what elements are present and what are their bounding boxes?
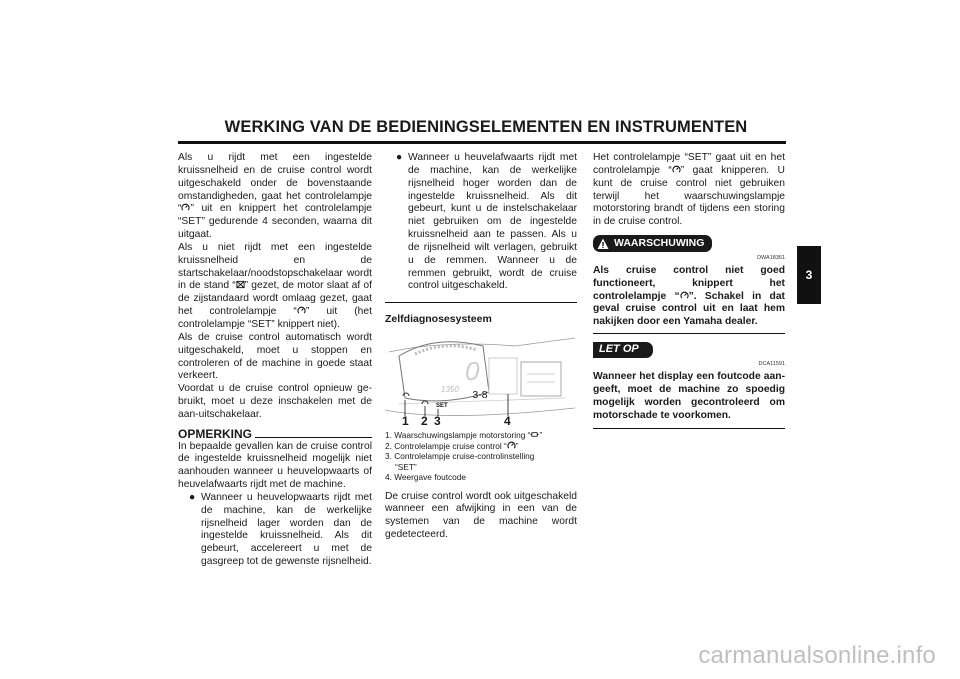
letop-label: LET OP bbox=[593, 342, 653, 358]
cruise-control-icon bbox=[680, 291, 689, 300]
text: Wanneer u heuvelafwaarts rijdt met de machine, kan de werkelijke rijsnelheid hoger worden dan de ingestelde kruissnelheid. Als dit gebeurt, kunt u de instelschakelaar niet gebruiken om de ingestelde kruissnelheid aan te passen. Als u de rijsnelheid wilt verlagen, gebruikt u de remmen. Wanneer u de remmen gebruikt, wordt de cruise control uitgeschakeld. bbox=[408, 152, 577, 292]
figure-label: 1 bbox=[402, 414, 409, 429]
column-1 bbox=[178, 152, 372, 569]
figure-caption bbox=[385, 441, 577, 452]
paragraph: Als de cruise control automatisch wordt uitgeschakeld, moet u stoppen en controleren of de machine in goede staat verkeert. bbox=[178, 331, 372, 382]
text: Het controlelampje “SET” gaat uit en het controlelampje “ bbox=[593, 152, 785, 176]
cruise-control-icon bbox=[507, 441, 516, 450]
warning-icon bbox=[597, 238, 609, 250]
note-text: In bepaalde gevallen kan de cruise control de ingestelde kruissnelheid mogelijk niet aanhouden wanneer u heuvelopwaarts of heuvelafwaarts rijdt met de machine. bbox=[178, 440, 372, 491]
opmerking-heading bbox=[178, 428, 372, 441]
text: Als u rijdt met een ingestelde kruissnelheid en de cruise control wordt uitgeschakeld onder de bovenstaande omstandigheden, gaat het controlelampje “ bbox=[178, 152, 372, 215]
text: ” uit (het controlelampje “SET” knippert niet). bbox=[178, 306, 372, 330]
bullet-icon: ● bbox=[396, 152, 403, 163]
paragraph bbox=[178, 242, 372, 332]
warning-heading bbox=[593, 235, 785, 252]
opmerking-label: OPMERKING bbox=[178, 426, 253, 441]
paragraph bbox=[178, 152, 372, 242]
chapter-tab: 3 bbox=[797, 246, 821, 304]
text: 2. Controlelampje cruise control “ bbox=[385, 440, 507, 451]
letop-code: DCA11591 bbox=[758, 361, 785, 368]
letop-text: Wanneer het display een foutcode aangeeft, moet de machine zo spoedig mogelijk worden gecontroleerd om motorschade te voorkomen. bbox=[593, 370, 785, 421]
page-number: 3-8 bbox=[472, 389, 488, 401]
warning-label: WAARSCHUWING bbox=[614, 237, 705, 250]
bullet-item bbox=[188, 492, 372, 569]
bullet-list bbox=[385, 152, 577, 293]
cruise-control-icon bbox=[422, 401, 428, 404]
set-indicator: SET bbox=[436, 403, 448, 410]
figure-caption: 4. Weergave foutcode bbox=[385, 472, 467, 483]
text: ” bbox=[515, 440, 519, 451]
warning-text bbox=[593, 265, 785, 329]
text: ”. Schakel in dat geval cruise control uit en laat hem nakijken door een Yamaha dealer. bbox=[593, 290, 785, 328]
heading-rule bbox=[255, 437, 372, 438]
text: 1. Waarschuwingslampje motorstoring “ bbox=[385, 430, 531, 441]
text: Wanneer u heuvelopwaarts rijdt met de machine, kan de werkelijke rijsnelheid lager worden dan de ingestelde kruissnelheid. Als dit gebeurt, accelereert u met de gasgreep tot de gewenste rijsnelheid. bbox=[201, 491, 372, 568]
header-rule bbox=[178, 141, 786, 144]
column-2 bbox=[385, 152, 577, 542]
figure-caption bbox=[385, 430, 577, 441]
note-end-rule bbox=[385, 302, 577, 303]
section-title: Zelfdiagnosesysteem bbox=[385, 313, 492, 326]
text: Als u niet rijdt met een ingestelde kruissnelheid en de startschakelaar/noodstopschakelaar wordt in de stand “ bbox=[178, 241, 372, 292]
instrument-panel-illustration bbox=[385, 332, 577, 430]
engine-stop-icon bbox=[236, 280, 245, 289]
display-digit: 0 bbox=[465, 356, 480, 387]
cruise-control-icon bbox=[672, 165, 681, 174]
cruise-control-icon bbox=[297, 306, 306, 315]
paragraph: De cruise control wordt ook uitgeschakeld wanneer een afwijking in een van de systemen van de machine wordt gedetecteerd. bbox=[385, 490, 577, 541]
engine-warning-icon bbox=[403, 393, 409, 396]
figure-label: 3 bbox=[434, 414, 441, 429]
instrument-figure bbox=[385, 332, 577, 430]
text: Als cruise control niet goed functioneert, knippert het controlelampje “ bbox=[593, 264, 785, 302]
warning-end-rule bbox=[593, 333, 785, 334]
letop-heading bbox=[593, 342, 785, 358]
page-header: WERKING VAN DE BEDIENINGSELEMENTEN EN INSTRUMENTEN bbox=[224, 118, 748, 136]
paragraph: Voordat u de cruise control opnieuw gebruikt, moet u deze inschakelen met de aan-uitschakelaar. bbox=[178, 383, 372, 420]
figure-label: 4 bbox=[504, 414, 511, 429]
bullet-list bbox=[178, 492, 372, 569]
text: ” uit en knippert het controlelampje “SET” gedurende 4 seconden, waarna dit uitgaat. bbox=[178, 203, 372, 241]
warning-code: DWA18361 bbox=[757, 255, 785, 262]
letop-end-rule bbox=[593, 428, 785, 429]
text: ” gaat knipperen. U kunt de cruise control niet gebruiken terwijl het waarschuwingslampje motorstoring brandt of tijdens een storing in de cruise control. bbox=[593, 164, 785, 228]
paragraph bbox=[593, 152, 785, 229]
display-sub: 1350 bbox=[441, 385, 459, 395]
text: ” bbox=[539, 430, 543, 441]
watermark: carmanualsonline.info bbox=[698, 642, 936, 669]
bullet-item bbox=[395, 152, 577, 293]
column-3 bbox=[593, 152, 785, 429]
warning-badge bbox=[593, 235, 712, 252]
figure-caption: 3. Controlelampje cruise-controlinstelling bbox=[385, 451, 535, 462]
text: ” gezet, de motor slaat af of de zijstandaard wordt omlaag gezet, gaat het controlelampje “ bbox=[178, 280, 373, 318]
figure-label: 2 bbox=[421, 414, 428, 429]
bullet-icon: ● bbox=[189, 491, 196, 503]
figure-caption: “SET” bbox=[395, 461, 417, 472]
